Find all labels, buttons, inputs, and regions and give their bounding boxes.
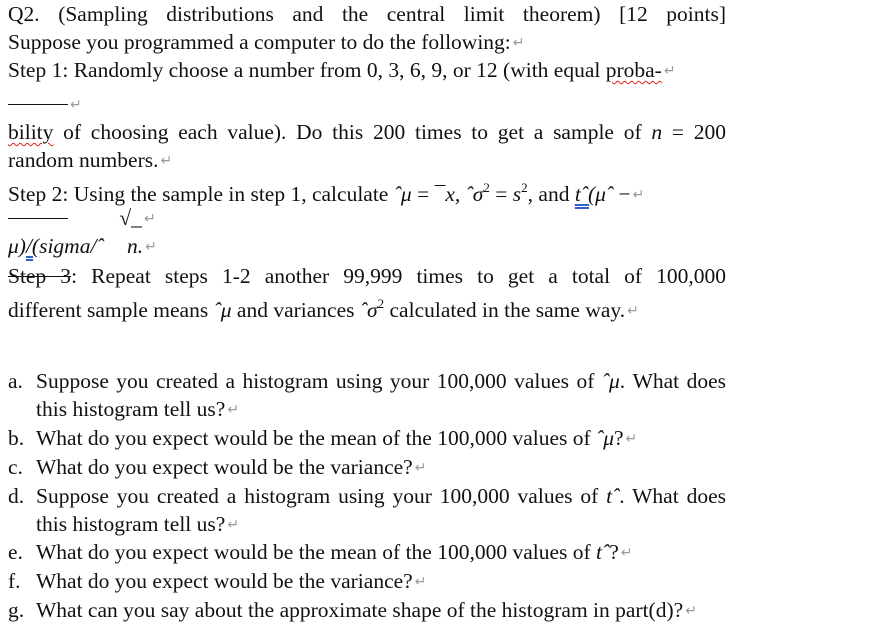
squared: 2 xyxy=(521,180,528,195)
list-marker: e. xyxy=(8,540,23,564)
paragraph-mark-icon: ↵ xyxy=(627,303,639,319)
minus-sign: − xyxy=(618,182,631,206)
equals-bar: = ¯ xyxy=(417,182,446,206)
spelling-error-proba[interactable]: proba- xyxy=(605,58,662,82)
question-var: ˆμ xyxy=(601,369,620,393)
step1-line2 xyxy=(8,118,726,146)
paragraph-mark-icon: ↵ xyxy=(145,239,157,255)
step2-formula-tail xyxy=(8,232,157,260)
question-a xyxy=(8,367,726,424)
step1-line1 xyxy=(8,56,676,84)
question-c xyxy=(8,453,726,482)
question-d xyxy=(8,482,726,539)
question-e xyxy=(8,538,726,567)
question-text: What do you expect would be the variance? xyxy=(36,455,413,479)
question-body xyxy=(36,453,726,482)
question-text-b: ? xyxy=(614,426,624,450)
question-var: tˆ xyxy=(606,484,620,508)
list-marker: b. xyxy=(8,426,25,450)
step1-line3 xyxy=(8,146,172,174)
paragraph-mark-icon: ↵ xyxy=(70,97,82,113)
sqrt-symbol: √_ xyxy=(119,206,142,230)
grammar-flag-t-hat[interactable]: tˆ( xyxy=(574,182,596,206)
s-variable: s xyxy=(512,182,522,206)
step3-text-b: and variances xyxy=(236,298,355,322)
question-text-b: ? xyxy=(609,540,619,564)
question-body xyxy=(36,596,726,625)
paragraph-mark-icon: ↵ xyxy=(632,187,645,203)
step2-line1 xyxy=(8,174,645,206)
heading-text: Q2. (Sampling distributions and the central limit theorem) [12 points] xyxy=(8,2,726,26)
question-g xyxy=(8,596,726,625)
spelling-error-bility[interactable]: bility xyxy=(8,120,54,144)
rule-line-1 xyxy=(8,90,82,118)
n-value: = 200 xyxy=(671,120,726,144)
question-var: ˆμ xyxy=(596,426,614,450)
intro-text: Suppose you programmed a computer to do the following: xyxy=(8,30,511,54)
list-marker: c. xyxy=(8,455,23,479)
step3-text-a: different sample means xyxy=(8,298,209,322)
mu-hat: ˆμ xyxy=(213,298,232,322)
sigma-hat: ˆσ xyxy=(359,298,378,322)
step1-text-c: random numbers. xyxy=(8,148,159,172)
and-text: , and xyxy=(527,182,570,206)
step2-label: Step 2: xyxy=(8,182,69,206)
paragraph-mark-icon: ↵ xyxy=(160,153,173,169)
list-marker: g. xyxy=(8,598,25,622)
question-text: What do you expect would be the variance? xyxy=(36,569,413,593)
list-marker: d. xyxy=(8,484,25,508)
step3-text-c: calculated in the same way. xyxy=(389,298,626,322)
paragraph-mark-icon: ↵ xyxy=(227,517,240,533)
step3-line2 xyxy=(8,290,639,322)
horizontal-rule xyxy=(8,104,68,105)
formula-n: n. xyxy=(126,234,144,258)
step3-line1 xyxy=(8,262,726,290)
step3-label: Step 3 xyxy=(8,264,72,288)
question-text: Suppose you created a histogram using your 100,000 values of xyxy=(36,484,599,508)
intro-line xyxy=(8,28,525,56)
formula-sigma: sigma/ˆ xyxy=(39,234,104,258)
question-text: What do you expect would be the mean of the 100,000 values of xyxy=(36,426,591,450)
rule-line-2 xyxy=(8,204,156,232)
colon: : xyxy=(71,264,78,288)
squared: 2 xyxy=(483,180,490,195)
question-b xyxy=(8,424,726,453)
grammar-flag-slash[interactable]: /( xyxy=(25,234,40,258)
question-text: What do you expect would be the mean of the 100,000 values of xyxy=(36,540,591,564)
formula-mu: μ) xyxy=(8,234,26,258)
step1-label: Step 1: xyxy=(8,58,69,82)
paragraph-mark-icon: ↵ xyxy=(620,545,633,561)
n-variable: n xyxy=(651,120,663,144)
question-f xyxy=(8,567,726,596)
paragraph-mark-icon: ↵ xyxy=(512,35,525,51)
step3-text: Repeat steps 1-2 another 99,999 times to get a total of 100,000 xyxy=(91,264,726,288)
list-marker: a. xyxy=(8,369,23,393)
paragraph-mark-icon: ↵ xyxy=(143,211,156,227)
question-text: Suppose you created a histogram using your 100,000 values of xyxy=(36,369,595,393)
paragraph-mark-icon: ↵ xyxy=(685,603,697,619)
question-body xyxy=(36,482,726,539)
step1-text: Randomly choose a number from 0, 3, 6, 9, or 12 (with equal xyxy=(73,58,601,82)
question-var: tˆ xyxy=(596,540,610,564)
mu-hat-2: μˆ xyxy=(595,182,614,206)
paragraph-mark-icon: ↵ xyxy=(663,63,676,79)
equals: = xyxy=(495,182,508,206)
question-text-b: . What does this histogram tell us? xyxy=(36,484,726,536)
paragraph-mark-icon: ↵ xyxy=(227,402,240,418)
sigma-hat: , ˆσ xyxy=(454,182,484,206)
x-variable: x xyxy=(445,182,455,206)
question-body xyxy=(36,367,726,424)
question-text: What can you say about the approximate shape of the histogram in part(d)? xyxy=(36,598,684,622)
squared: 2 xyxy=(377,296,385,311)
mu-hat: ˆμ xyxy=(393,182,412,206)
question-body xyxy=(36,567,726,596)
question-heading xyxy=(8,0,726,28)
list-marker: f. xyxy=(8,569,21,593)
step2-text: Using the sample in step 1, calculate xyxy=(73,182,389,206)
question-text-b: . What does this histogram tell us? xyxy=(36,369,727,421)
step1-text-b: of choosing each value). Do this 200 times to get a sample of xyxy=(63,120,642,144)
question-body xyxy=(36,424,726,453)
paragraph-mark-icon: ↵ xyxy=(414,460,427,476)
paragraph-mark-icon: ↵ xyxy=(625,431,638,447)
question-body xyxy=(36,538,726,567)
horizontal-rule xyxy=(8,218,68,219)
paragraph-mark-icon: ↵ xyxy=(414,574,427,590)
